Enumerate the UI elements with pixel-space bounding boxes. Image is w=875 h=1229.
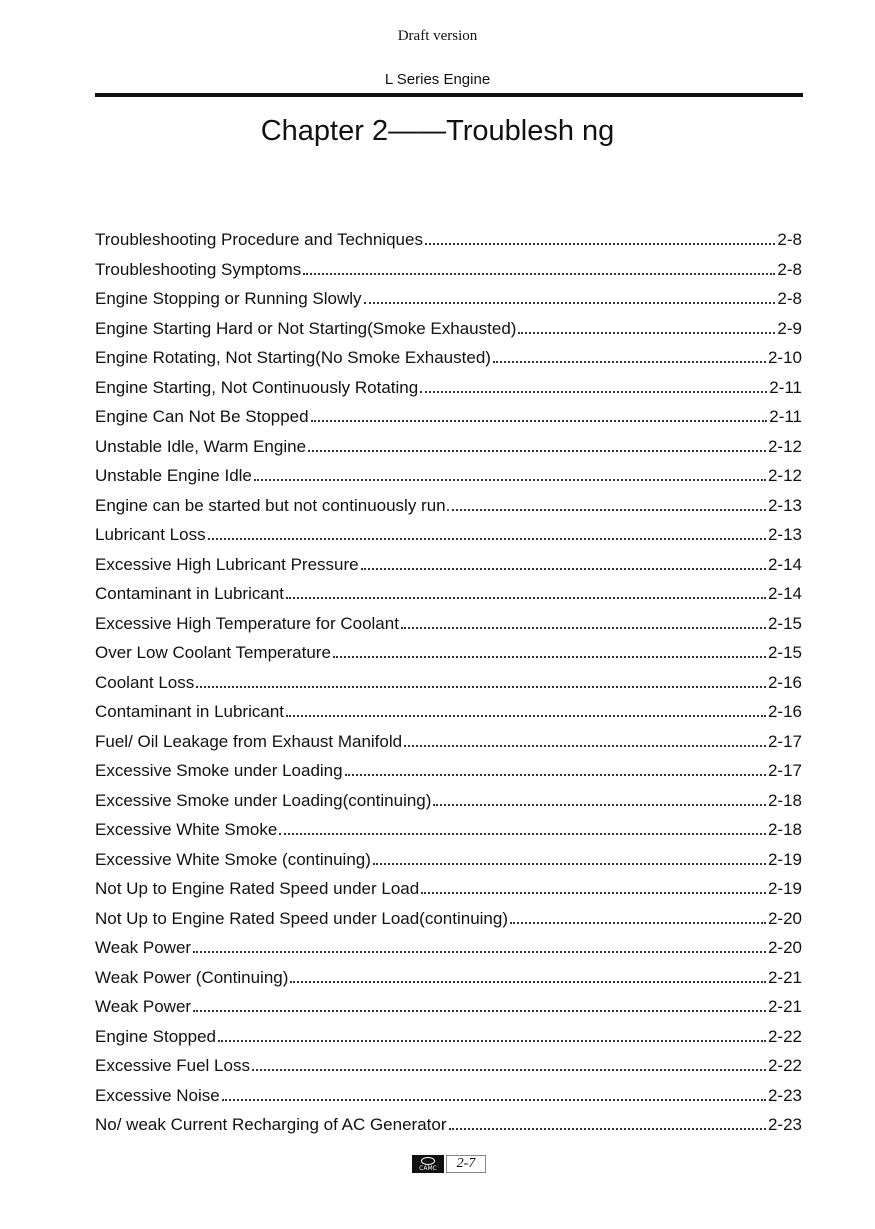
toc-entry-page: 2-10 [767,348,802,367]
toc-entry-page: 2-19 [767,849,802,869]
toc-entry-title: Unstable Idle, Warm Engine [95,436,307,456]
toc-entry-page: 2-18 [767,790,802,810]
toc-dot-leader [510,922,766,924]
toc-entry[interactable] [95,668,802,698]
header-rule [95,93,803,97]
toc-entry-page: 2-23 [767,1085,802,1105]
toc-entry-page: 2-11 [769,407,802,426]
toc-entry-title: Weak Power [95,938,192,957]
toc-entry[interactable] [95,1110,802,1140]
toc-entry-page: 2-21 [767,997,802,1016]
toc-entry-page: 2-12 [767,436,802,456]
draft-version-label: Draft version [397,28,478,44]
toc-entry-title: No/ weak Current Recharging of AC Generator [95,1115,447,1134]
toc-entry[interactable] [95,373,802,403]
toc-entry-page: 2-8 [777,289,802,308]
toc-entry[interactable] [95,1022,802,1052]
toc-entry[interactable] [95,225,802,255]
toc-entry-page: 2-21 [767,967,802,987]
toc-entry-title: Engine Starting, Not Continuously Rotating [95,377,419,397]
toc-entry-title: Lubricant Loss [95,525,206,544]
toc-dot-leader [345,774,766,776]
toc-entry[interactable] [95,343,802,373]
toc-entry[interactable] [95,786,802,816]
toc-entry-title: Excessive Noise [95,1085,220,1105]
toc-entry-title: Not Up to Engine Rated Speed under Load [95,879,420,898]
toc-entry[interactable] [95,609,802,639]
toc-entry-title: Excessive Smoke under Loading [95,761,343,780]
logo-text: CAMC [419,1164,437,1172]
toc-entry-title: Engine Stopped [95,1026,216,1046]
toc-entry[interactable] [95,402,802,432]
toc-entry-page: 2-23 [767,1115,802,1134]
toc-entry-title: Excessive Fuel Loss [95,1056,250,1075]
toc-entry-title: Engine Stopping or Running Slowly [95,289,362,308]
toc-entry-page: 2-18 [767,820,802,839]
toc-entry-title: Engine Rotating, Not Starting(No Smoke Exhausted) [95,348,491,367]
toc-dot-leader [193,951,766,953]
toc-entry-title: Excessive White Smoke (continuing) [95,849,371,869]
toc-dot-leader [518,332,775,334]
toc-dot-leader [208,538,766,540]
toc-entry-page: 2-11 [769,377,802,397]
toc-entry-title: Over Low Coolant Temperature [95,643,331,662]
toc-entry-title: Weak Power [95,997,192,1016]
toc-entry[interactable] [95,1081,802,1111]
toc-entry-page: 2-19 [767,879,802,898]
toc-entry-title: Contaminant in Lubricant [95,584,285,603]
toc-entry-title: Coolant Loss [95,672,195,692]
camc-logo-icon [412,1155,444,1173]
toc-entry[interactable] [95,520,802,550]
toc-entry-page: 2-13 [767,525,802,544]
toc-entry[interactable] [95,845,802,875]
toc-dot-leader [404,745,766,747]
toc-dot-leader [196,686,766,688]
toc-entry-title: Troubleshooting Procedure and Techniques [95,230,423,249]
toc-entry[interactable] [95,255,802,285]
chapter-title: Chapter 2——Troublesh ng [260,115,615,147]
toc-entry-title: Excessive High Temperature for Coolant [95,613,399,633]
toc-dot-leader [303,273,775,275]
toc-dot-leader [493,361,766,363]
toc-dot-leader [452,509,766,511]
toc-dot-leader [290,981,766,983]
toc-entry-title: Unstable Engine Idle [95,466,252,485]
toc-dot-leader [449,1128,766,1130]
toc-entry[interactable] [95,697,802,727]
toc-entry-title: Fuel/ Oil Leakage from Exhaust Manifold [95,731,403,751]
toc-dot-leader [308,450,766,452]
toc-entry[interactable] [95,491,802,521]
toc-entry-page: 2-13 [767,495,802,515]
toc-entry-page: 2-20 [767,938,802,957]
toc-dot-leader [420,391,767,393]
toc-entry[interactable] [95,579,802,609]
toc-dot-leader [333,656,766,658]
toc-entry[interactable] [95,461,802,491]
toc-dot-leader [425,243,775,245]
toc-entry-title: Excessive Smoke under Loading(continuing) [95,790,432,810]
toc-entry-page: 2-17 [767,731,802,751]
toc-entry-title: Weak Power (Continuing) [95,967,289,987]
toc-entry-page: 2-16 [767,702,802,721]
toc-entry[interactable] [95,432,802,462]
toc-entry-title: Not Up to Engine Rated Speed under Load(continuing) [95,908,509,928]
toc-entry-title: Engine can be started but not continuously run. [95,495,451,515]
toc-dot-leader [421,892,766,894]
toc-dot-leader [254,479,766,481]
toc-entry[interactable] [95,756,802,786]
toc-entry[interactable] [95,727,802,757]
toc-entry-page: 2-15 [767,643,802,662]
toc-dot-leader [222,1099,766,1101]
toc-entry-title: Excessive High Lubricant Pressure [95,554,359,574]
toc-entry-page: 2-20 [767,908,802,928]
toc-dot-leader [311,420,768,422]
toc-dot-leader [373,863,766,865]
toc-dot-leader [286,715,766,717]
toc-entry-page: 2-8 [777,230,802,249]
toc-entry-page: 2-14 [767,584,802,603]
engine-series-label: L Series Engine [384,71,491,88]
toc-entry-page: 2-15 [767,613,802,633]
toc-entry-page: 2-17 [767,761,802,780]
toc-entry-title: Contaminant in Lubricant [95,702,285,721]
toc-entry[interactable] [95,992,802,1022]
toc-entry[interactable] [95,314,802,344]
page-number: 2-7 [446,1155,486,1173]
toc-entry-page: 2-16 [767,672,802,692]
toc-entry[interactable] [95,963,802,993]
table-of-contents [95,225,802,1140]
toc-entry-title: Engine Starting Hard or Not Starting(Smoke Exhausted) [95,318,517,338]
page-footer [412,1155,486,1173]
toc-dot-leader [364,302,776,304]
toc-dot-leader [252,1069,766,1071]
toc-entry[interactable] [95,933,802,963]
toc-entry[interactable] [95,638,802,668]
toc-dot-leader [193,1010,766,1012]
toc-entry[interactable] [95,550,802,580]
toc-dot-leader [401,627,766,629]
toc-entry-title: Troubleshooting Symptoms [95,259,302,279]
toc-entry[interactable] [95,815,802,845]
toc-dot-leader [433,804,766,806]
toc-dot-leader [286,597,766,599]
toc-dot-leader [279,833,766,835]
toc-entry[interactable] [95,1051,802,1081]
toc-entry-page: 2-12 [767,466,802,485]
toc-entry-page: 2-9 [777,318,802,338]
toc-entry-page: 2-22 [767,1056,802,1075]
toc-entry-page: 2-8 [777,259,802,279]
toc-dot-leader [361,568,766,570]
toc-entry-page: 2-22 [767,1026,802,1046]
toc-dot-leader [218,1040,766,1042]
toc-entry-title: Excessive White Smoke [95,820,278,839]
toc-entry[interactable] [95,904,802,934]
toc-entry-page: 2-14 [767,554,802,574]
toc-entry[interactable] [95,284,802,314]
toc-entry[interactable] [95,874,802,904]
toc-entry-title: Engine Can Not Be Stopped [95,407,309,426]
